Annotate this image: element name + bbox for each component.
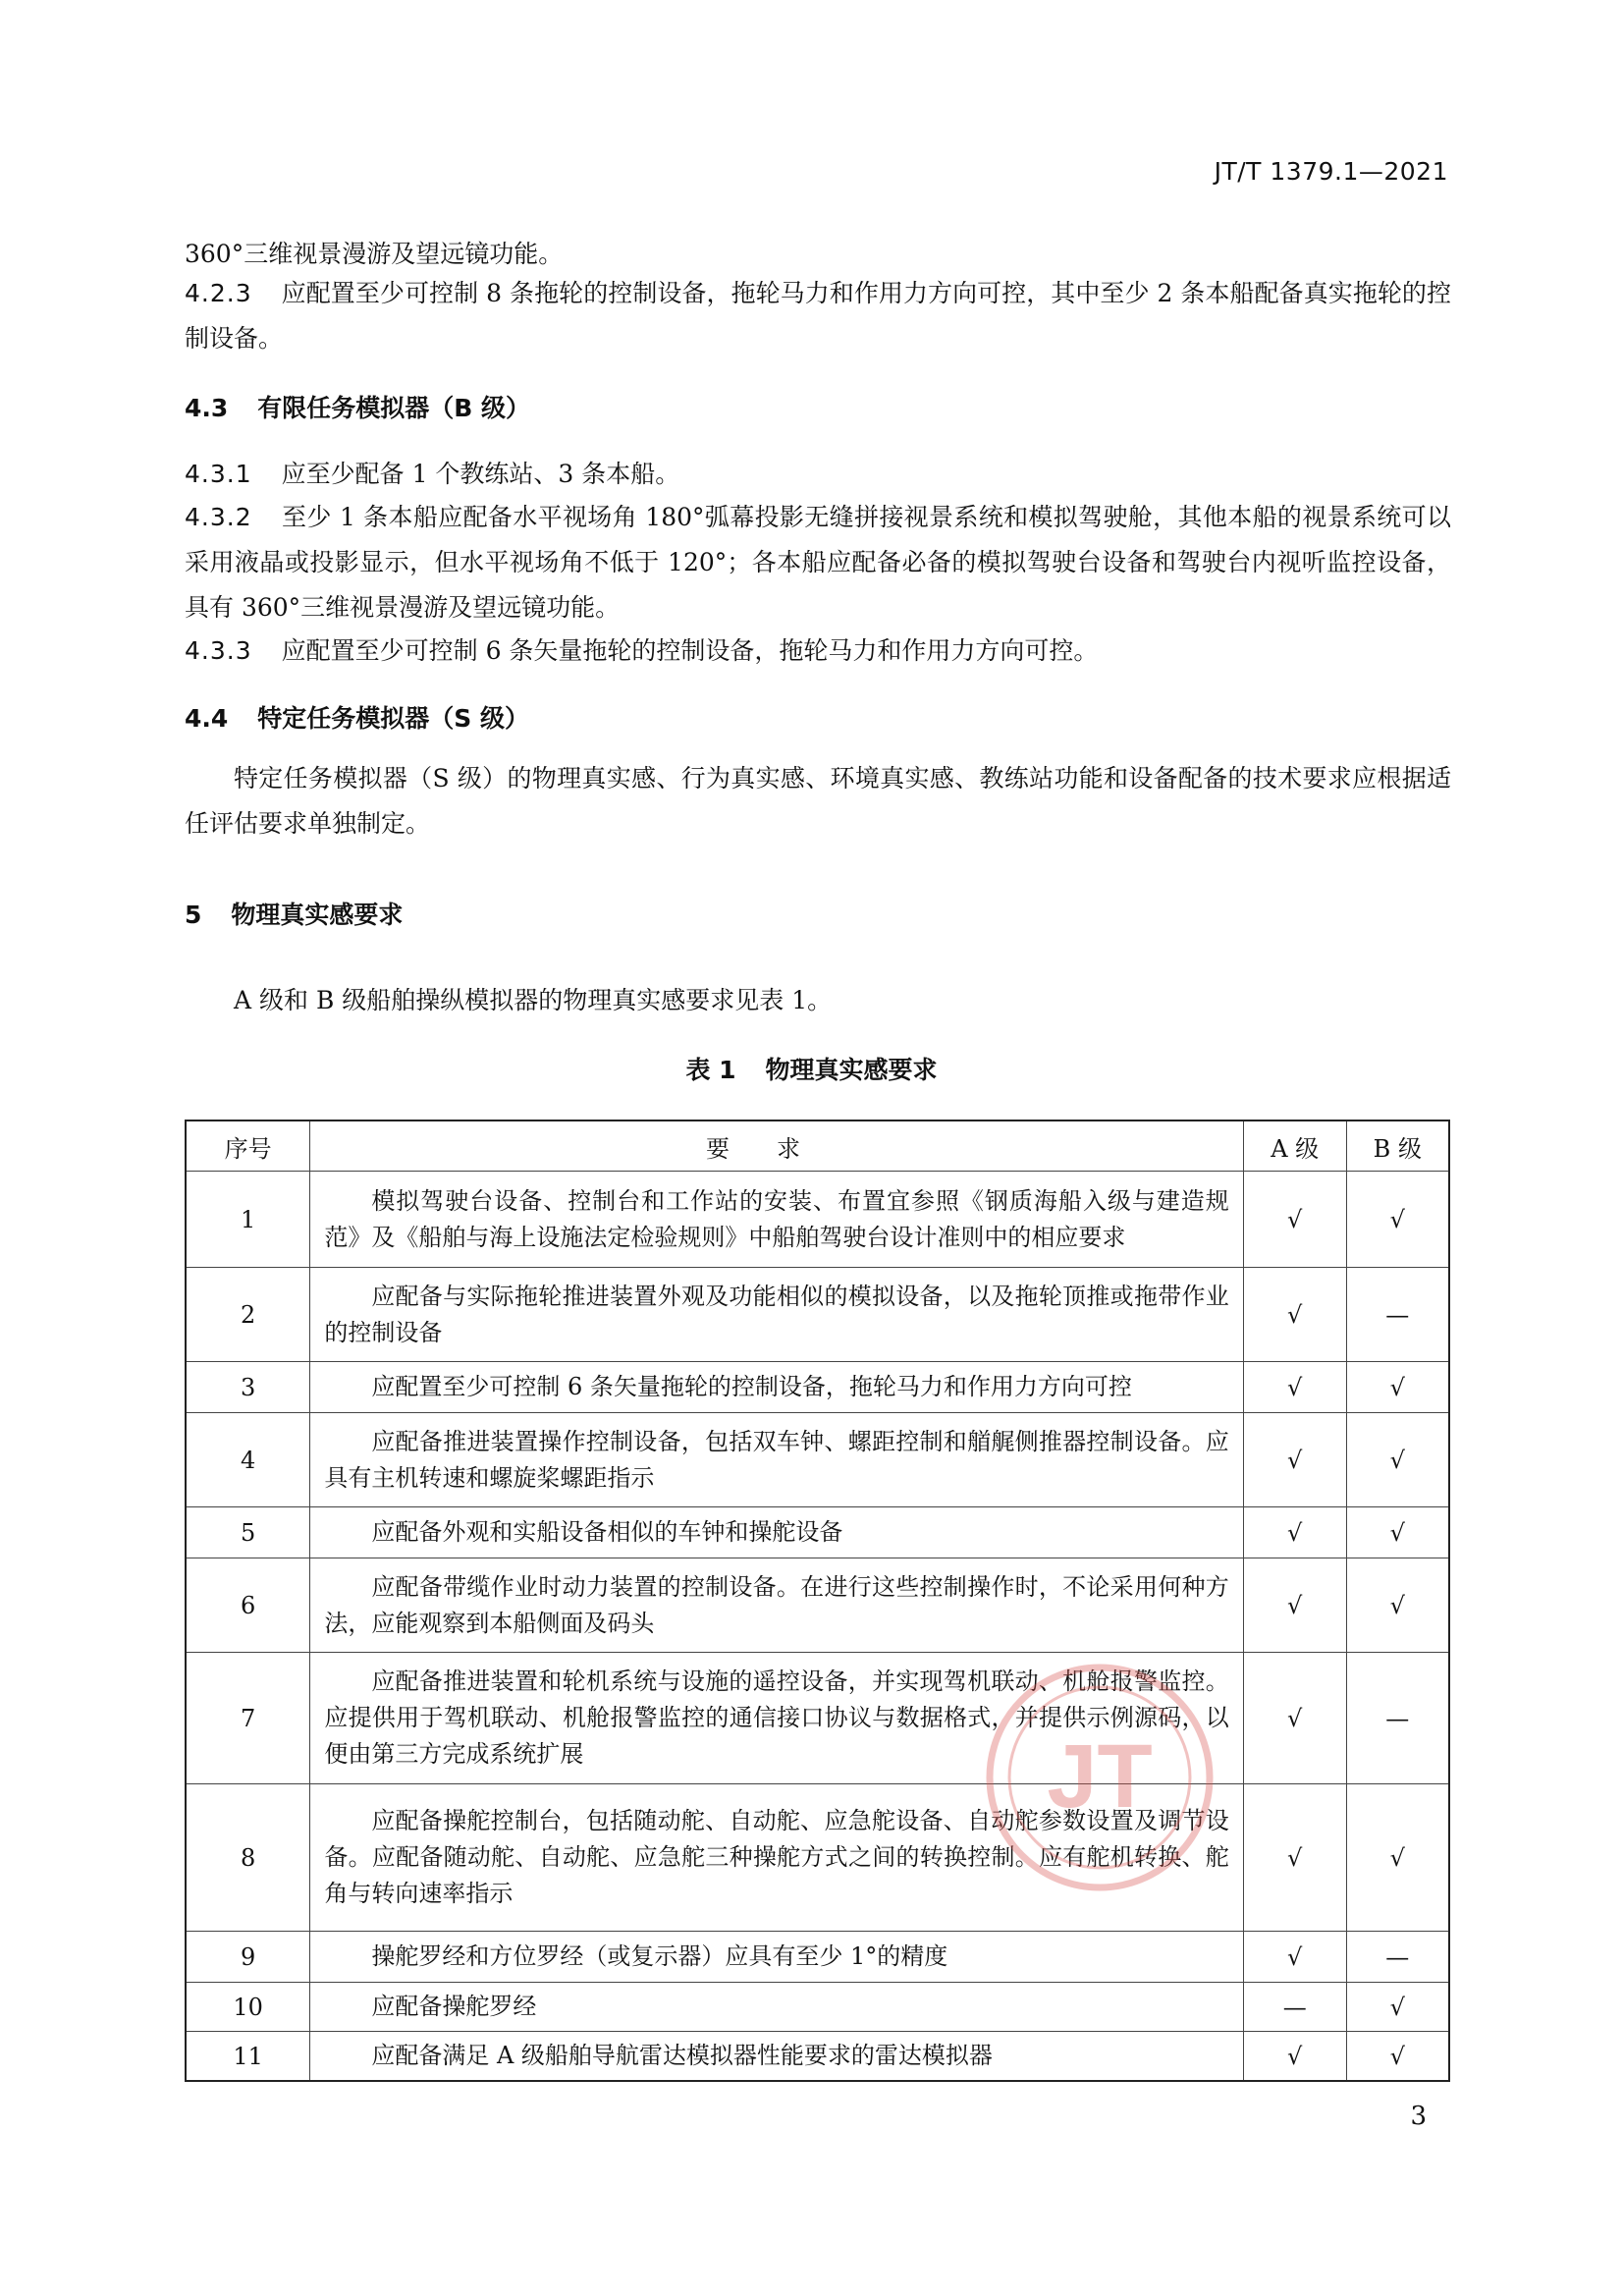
row-level-a: √ [1243, 1784, 1346, 1932]
clause-number: 4.3.1 [185, 460, 252, 488]
table-row [186, 1558, 1449, 1653]
header-no: 序号 [186, 1121, 310, 1172]
row-level-a: √ [1243, 1507, 1346, 1558]
clause-text: 应配置至少可控制 8 条拖轮的控制设备，拖轮马力和作用力方向可控，其中至少 2 条本船配备真实拖轮的控制设备。 [185, 279, 1451, 353]
row-level-b: √ [1346, 1362, 1449, 1413]
row-number: 3 [186, 1362, 310, 1413]
heading-number: 4.3 [185, 394, 229, 422]
table-row [186, 1932, 1449, 1983]
row-number: 7 [186, 1653, 310, 1784]
row-level-a: √ [1243, 2032, 1346, 2082]
row-number: 1 [186, 1172, 310, 1268]
table-row [186, 1784, 1449, 1932]
clause-text: 至少 1 条本船应配备水平视场角 180°弧幕投影无缝拼接视景系统和模拟驾驶舱，其他本船的视景系统可以采用液晶或投影显示，但水平视场角不低于 120°；各本船应配备必备的模拟驾驶台设备和驾驶台内视听监控设备，具有 360°三维视景漫游及望远镜功能。 [185, 503, 1451, 622]
clause-number: 4.3.2 [185, 503, 252, 531]
row-requirement: 模拟驾驶台设备、控制台和工作站的安装、布置宜参照《钢质海船入级与建造规范》及《船舶与海上设施法定检验规则》中船舶驾驶台设计准则中的相应要求 [310, 1172, 1243, 1268]
row-number: 9 [186, 1932, 310, 1983]
row-requirement: 应配备满足 A 级船舶导航雷达模拟器性能要求的雷达模拟器 [310, 2032, 1243, 2082]
heading-number: 5 [185, 901, 202, 929]
table-row [186, 2032, 1449, 2082]
table-number: 表 1 [685, 1056, 736, 1084]
heading-number: 4.4 [185, 704, 229, 733]
stamp-logo-text: JT [1047, 1726, 1153, 1827]
heading-text: 有限任务模拟器（B 级） [257, 394, 531, 422]
row-number: 5 [186, 1507, 310, 1558]
row-level-b: — [1346, 1932, 1449, 1983]
row-requirement: 应配备与实际拖轮推进装置外观及功能相似的模拟设备，以及拖轮顶推或拖带作业的控制设备 [310, 1268, 1243, 1362]
row-requirement: 操舵罗经和方位罗经（或复示器）应具有至少 1°的精度 [310, 1932, 1243, 1983]
row-number: 11 [186, 2032, 310, 2082]
clause-number: 4.2.3 [185, 279, 252, 307]
row-level-a: √ [1243, 1653, 1346, 1784]
row-requirement: 应配备推进装置和轮机系统与设施的遥控设备，并实现驾机联动、机舱报警监控。应提供用于驾机联动、机舱报警监控的通信接口协议与数据格式，并提供示例源码，以便由第三方完成系统扩展 [310, 1653, 1243, 1784]
row-level-a: √ [1243, 1172, 1346, 1268]
table-row [186, 1413, 1449, 1507]
requirements-table [185, 1120, 1450, 2082]
row-number: 8 [186, 1784, 310, 1932]
table-body [186, 1172, 1449, 2082]
row-level-b: √ [1346, 1507, 1449, 1558]
table-header-row [186, 1121, 1449, 1172]
table-row [186, 1268, 1449, 1362]
row-number: 6 [186, 1558, 310, 1653]
row-level-b: — [1346, 1653, 1449, 1784]
row-requirement: 应配备带缆作业时动力装置的控制设备。在进行这些控制操作时，不论采用何种方法，应能观察到本船侧面及码头 [310, 1558, 1243, 1653]
header-level-a: A 级 [1243, 1121, 1346, 1172]
row-level-b: √ [1346, 1983, 1449, 2032]
row-level-a: √ [1243, 1362, 1346, 1413]
jt-watermark-stamp [982, 1660, 1217, 1895]
heading-4-3 [185, 389, 530, 424]
row-number: 10 [186, 1983, 310, 2032]
clause-4-3-1 [185, 452, 1451, 497]
clause-number: 4.3.3 [185, 636, 252, 665]
row-level-a: √ [1243, 1558, 1346, 1653]
table-row [186, 1983, 1449, 2032]
header-level-b: B 级 [1346, 1121, 1449, 1172]
row-requirement: 应配备操舵罗经 [310, 1983, 1243, 2032]
page-number: 3 [1410, 2102, 1427, 2131]
paragraph-continuation: 360°三维视景漫游及望远镜功能。 [185, 240, 564, 268]
row-level-b: √ [1346, 1558, 1449, 1653]
row-level-b: √ [1346, 1784, 1449, 1932]
row-requirement: 应配置至少可控制 6 条矢量拖轮的控制设备，拖轮马力和作用力方向可控 [310, 1362, 1243, 1413]
row-requirement: 应配备推进装置操作控制设备，包括双车钟、螺距控制和艏艉侧推器控制设备。应具有主机转速和螺旋桨螺距指示 [310, 1413, 1243, 1507]
table-row [186, 1362, 1449, 1413]
clause-4-2-3 [185, 271, 1451, 361]
clause-text: 应至少配备 1 个教练站、3 条本船。 [281, 460, 680, 488]
row-level-a: √ [1243, 1932, 1346, 1983]
clause-4-3-3 [185, 629, 1451, 674]
paragraph-4-4: 特定任务模拟器（S 级）的物理真实感、行为真实感、环境真实感、教练站功能和设备配备的技术要求应根据适任评估要求单独制定。 [185, 764, 1451, 838]
row-level-a: √ [1243, 1413, 1346, 1507]
heading-text: 物理真实感要求 [231, 901, 404, 929]
table-row [186, 1172, 1449, 1268]
header-requirement: 要求 [310, 1121, 1243, 1172]
row-level-b: √ [1346, 1172, 1449, 1268]
row-level-b: — [1346, 1268, 1449, 1362]
table-row [186, 1507, 1449, 1558]
row-number: 2 [186, 1268, 310, 1362]
table-row [186, 1653, 1449, 1784]
table-title [0, 1051, 1623, 1086]
row-level-b: √ [1346, 1413, 1449, 1507]
paragraph-5: A 级和 B 级船舶操纵模拟器的物理真实感要求见表 1。 [234, 986, 833, 1014]
row-level-b: √ [1346, 2032, 1449, 2082]
row-level-a: — [1243, 1983, 1346, 2032]
row-level-a: √ [1243, 1268, 1346, 1362]
table-title-text: 物理真实感要求 [765, 1056, 938, 1084]
heading-5 [185, 896, 403, 931]
clause-text: 应配置至少可控制 6 条矢量拖轮的控制设备，拖轮马力和作用力方向可控。 [281, 636, 1099, 665]
row-number: 4 [186, 1413, 310, 1507]
document-code: JT/T 1379.1—2021 [1214, 157, 1448, 186]
heading-text: 特定任务模拟器（S 级） [257, 704, 530, 733]
row-requirement: 应配备操舵控制台，包括随动舵、自动舵、应急舵设备、自动舵参数设置及调节设备。应配备随动舵、自动舵、应急舵三种操舵方式之间的转换控制。应有舵机转换、舵角与转向速率指示 [310, 1784, 1243, 1932]
clause-4-3-2 [185, 495, 1451, 630]
heading-4-4 [185, 699, 529, 735]
row-requirement: 应配备外观和实船设备相似的车钟和操舵设备 [310, 1507, 1243, 1558]
